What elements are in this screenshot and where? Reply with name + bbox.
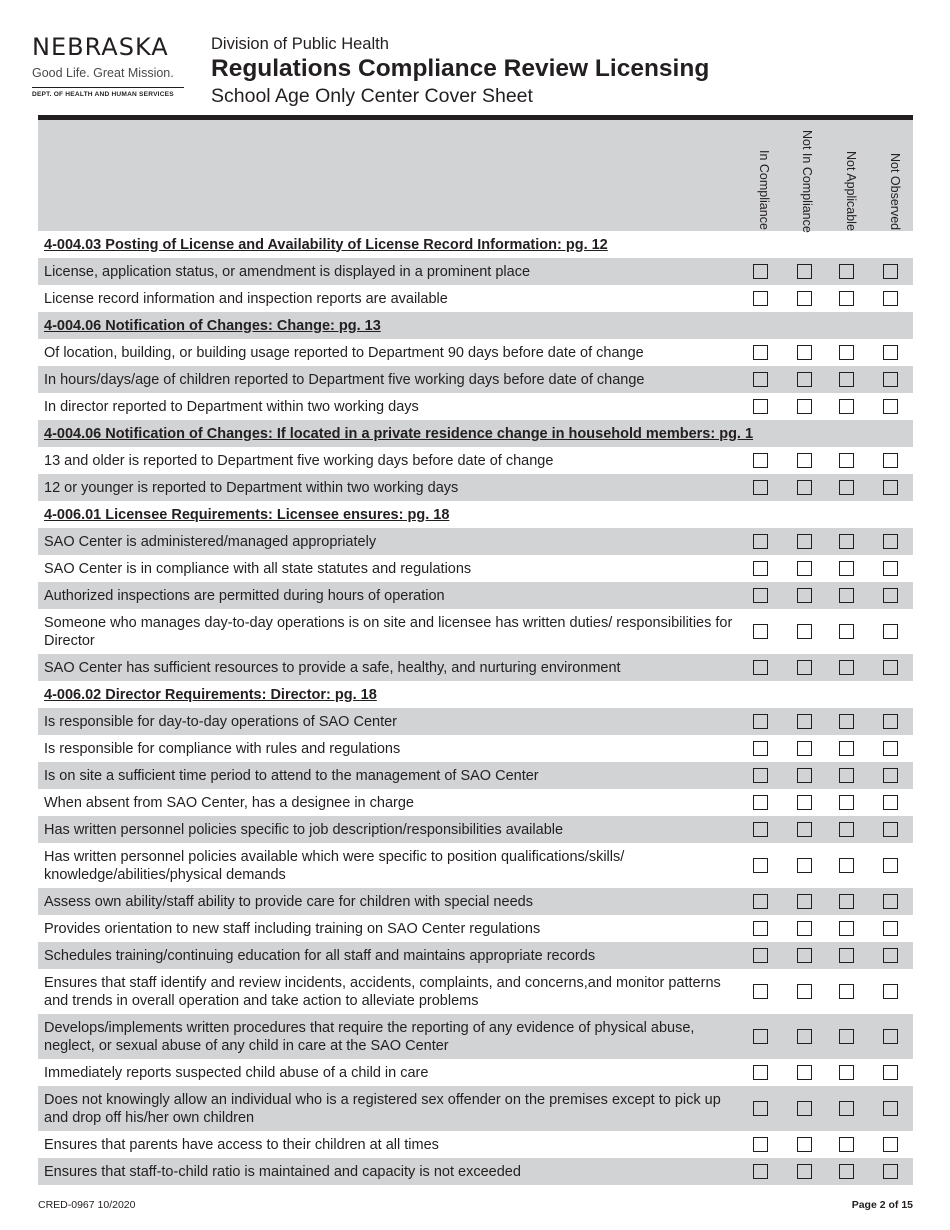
table-row (38, 942, 913, 969)
requirement-text: Ensures that staff identify and review incidents, accidents, complaints, and concerns,and monitor patterns and trends in overall operation and take action to alleviate problems (44, 974, 721, 1009)
checkbox-not-in-compliance[interactable] (797, 660, 812, 675)
checkbox-not-observed[interactable] (883, 768, 898, 783)
checkbox-not-applicable[interactable] (839, 291, 854, 306)
table-row (38, 447, 913, 474)
checkbox-in-compliance[interactable] (753, 399, 768, 414)
checkbox-in-compliance[interactable] (753, 741, 768, 756)
checkbox-not-observed[interactable] (883, 264, 898, 279)
checkbox-not-in-compliance[interactable] (797, 534, 812, 549)
requirement-text: License record information and inspection reports are available (44, 290, 448, 307)
checkbox-in-compliance[interactable] (753, 858, 768, 873)
checkbox-not-applicable[interactable] (839, 345, 854, 360)
division-title: Division of Public Health (211, 35, 389, 53)
checkbox-not-applicable[interactable] (839, 588, 854, 603)
checkbox-not-observed[interactable] (883, 291, 898, 306)
table-row (38, 1086, 913, 1131)
page-subtitle: School Age Only Center Cover Sheet (211, 85, 533, 107)
column-header-not-applicable: Not Applicable (844, 151, 858, 231)
table-row (38, 285, 913, 312)
table-row (38, 474, 913, 501)
table-row (38, 708, 913, 735)
checkbox-not-in-compliance[interactable] (797, 399, 812, 414)
checkbox-not-applicable[interactable] (839, 858, 854, 873)
checkbox-not-in-compliance[interactable] (797, 1101, 812, 1116)
checkbox-not-in-compliance[interactable] (797, 948, 812, 963)
requirement-text: Schedules training/continuing education for all staff and maintains appropriate records (44, 947, 596, 964)
table-row (38, 609, 913, 654)
checkbox-in-compliance[interactable] (753, 1029, 768, 1044)
checkbox-not-applicable[interactable] (839, 1164, 854, 1179)
table-row (38, 915, 913, 942)
checkbox-in-compliance[interactable] (753, 795, 768, 810)
requirement-text: Ensures that staff-to-child ratio is maintained and capacity is not exceeded (44, 1163, 521, 1180)
requirement-text: Has written personnel policies specific to job description/responsibilities available (44, 821, 564, 838)
checkbox-not-applicable[interactable] (839, 948, 854, 963)
checkbox-not-applicable[interactable] (839, 984, 854, 999)
checkbox-in-compliance[interactable] (753, 453, 768, 468)
checkbox-in-compliance[interactable] (753, 1164, 768, 1179)
checkbox-not-observed[interactable] (883, 345, 898, 360)
logo-tagline: Good Life. Great Mission. (32, 66, 174, 80)
checkbox-not-in-compliance[interactable] (797, 894, 812, 909)
checkbox-not-in-compliance[interactable] (797, 480, 812, 495)
checkbox-not-observed[interactable] (883, 453, 898, 468)
checkbox-not-observed[interactable] (883, 894, 898, 909)
checkbox-not-in-compliance[interactable] (797, 822, 812, 837)
table-row (38, 762, 913, 789)
page-title: Regulations Compliance Review Licensing (211, 55, 710, 82)
checkbox-not-observed[interactable] (883, 1137, 898, 1152)
table-row (38, 555, 913, 582)
checkbox-not-applicable[interactable] (839, 768, 854, 783)
table-row (38, 888, 913, 915)
table-header-row (38, 120, 913, 231)
checkbox-in-compliance[interactable] (753, 822, 768, 837)
checkbox-not-in-compliance[interactable] (797, 453, 812, 468)
section-heading-row (38, 420, 913, 447)
table-row (38, 528, 913, 555)
requirement-text: Has written personnel policies available which were specific to position qualifications/skills/ knowledge/abilities/physical demands (44, 848, 625, 883)
table-body (38, 231, 913, 1185)
checkbox-not-observed[interactable] (883, 534, 898, 549)
page-header (0, 0, 950, 116)
checkbox-not-applicable[interactable] (839, 372, 854, 387)
requirement-text: SAO Center has sufficient resources to provide a safe, healthy, and nurturing environment (44, 659, 621, 676)
requirement-text: Provides orientation to new staff including training on SAO Center regulations (44, 920, 541, 937)
table-row (38, 654, 913, 681)
checkbox-not-observed[interactable] (883, 822, 898, 837)
requirement-text: Immediately reports suspected child abuse of a child in care (44, 1064, 429, 1081)
checkbox-in-compliance[interactable] (753, 624, 768, 639)
checkbox-in-compliance[interactable] (753, 372, 768, 387)
checkbox-in-compliance[interactable] (753, 264, 768, 279)
checkbox-not-observed[interactable] (883, 561, 898, 576)
checkbox-not-observed[interactable] (883, 921, 898, 936)
checkbox-in-compliance[interactable] (753, 561, 768, 576)
logo-department: DEPT. OF HEALTH AND HUMAN SERVICES (32, 91, 174, 98)
form-code: CRED-0967 10/2020 (38, 1199, 136, 1211)
column-header-not-observed: Not Observed (888, 153, 902, 231)
checkbox-not-in-compliance[interactable] (797, 921, 812, 936)
checkbox-not-observed[interactable] (883, 624, 898, 639)
table-row (38, 816, 913, 843)
requirement-text: SAO Center is administered/managed appropriately (44, 533, 377, 550)
checkbox-not-observed[interactable] (883, 858, 898, 873)
checkbox-in-compliance[interactable] (753, 768, 768, 783)
checkbox-not-applicable[interactable] (839, 660, 854, 675)
checkbox-not-in-compliance[interactable] (797, 714, 812, 729)
table-row (38, 1059, 913, 1086)
requirement-text: In director reported to Department within two working days (44, 398, 419, 415)
requirement-text: Is responsible for compliance with rules and regulations (44, 740, 401, 757)
requirement-text: Is responsible for day-to-day operations of SAO Center (44, 713, 398, 730)
checkbox-not-applicable[interactable] (839, 741, 854, 756)
compliance-table (38, 120, 913, 1185)
checkbox-not-in-compliance[interactable] (797, 768, 812, 783)
checkbox-not-in-compliance[interactable] (797, 984, 812, 999)
checkbox-not-in-compliance[interactable] (797, 345, 812, 360)
requirement-text: Develops/implements written procedures that require the reporting of any evidence of physical abuse, neglect, or sexual abuse of any child in care at the SAO Center (44, 1019, 695, 1054)
checkbox-not-applicable[interactable] (839, 714, 854, 729)
checkbox-not-in-compliance[interactable] (797, 624, 812, 639)
table-row (38, 1131, 913, 1158)
checkbox-not-in-compliance[interactable] (797, 741, 812, 756)
column-header-in-compliance: In Compliance (757, 150, 771, 230)
checkbox-not-observed[interactable] (883, 399, 898, 414)
checkbox-not-in-compliance[interactable] (797, 795, 812, 810)
section-heading-row (38, 501, 913, 528)
checkbox-in-compliance[interactable] (753, 660, 768, 675)
checkbox-not-in-compliance[interactable] (797, 291, 812, 306)
requirement-text: Authorized inspections are permitted during hours of operation (44, 587, 445, 604)
checkbox-not-in-compliance[interactable] (797, 1164, 812, 1179)
checkbox-not-applicable[interactable] (839, 921, 854, 936)
checkbox-in-compliance[interactable] (753, 984, 768, 999)
checkbox-in-compliance[interactable] (753, 534, 768, 549)
table-row (38, 969, 913, 1014)
checkbox-not-applicable[interactable] (839, 1065, 854, 1080)
section-heading-row (38, 312, 913, 339)
section-heading: 4-004.06 Notification of Changes: If located in a private residence change in household members: pg. 1 (44, 425, 754, 442)
table-row (38, 393, 913, 420)
section-heading: 4-006.02 Director Requirements: Director: pg. 18 (44, 686, 377, 703)
checkbox-not-applicable[interactable] (839, 795, 854, 810)
requirement-text: Someone who manages day-to-day operations is on site and licensee has written duties/ responsibilities for Director (44, 614, 733, 649)
checkbox-not-observed[interactable] (883, 1065, 898, 1080)
checkbox-not-observed[interactable] (883, 1164, 898, 1179)
checkbox-not-observed[interactable] (883, 984, 898, 999)
table-row (38, 789, 913, 816)
checkbox-not-observed[interactable] (883, 741, 898, 756)
checkbox-in-compliance[interactable] (753, 921, 768, 936)
requirement-text: In hours/days/age of children reported to Department five working days before date of change (44, 371, 645, 388)
checkbox-in-compliance[interactable] (753, 1065, 768, 1080)
checkbox-not-in-compliance[interactable] (797, 372, 812, 387)
checkbox-in-compliance[interactable] (753, 1101, 768, 1116)
checkbox-not-applicable[interactable] (839, 1137, 854, 1152)
requirement-text: Does not knowingly allow an individual who is a registered sex offender on the premises except to pick up and drop off his/her own children (44, 1091, 721, 1126)
table-row (38, 582, 913, 609)
checkbox-not-in-compliance[interactable] (797, 858, 812, 873)
requirement-text: Is on site a sufficient time period to attend to the management of SAO Center (44, 767, 539, 784)
section-heading: 4-004.03 Posting of License and Availability of License Record Information: pg. 12 (44, 236, 608, 253)
checkbox-not-observed[interactable] (883, 660, 898, 675)
table-row (38, 843, 913, 888)
requirement-text: When absent from SAO Center, has a designee in charge (44, 794, 414, 811)
nebraska-dhhs-logo (32, 34, 192, 98)
checkbox-not-observed[interactable] (883, 372, 898, 387)
logo-wordmark: NEBRASKA (32, 33, 169, 61)
requirement-text: License, application status, or amendment is displayed in a prominent place (44, 263, 531, 280)
title-block (211, 34, 709, 108)
checkbox-in-compliance[interactable] (753, 480, 768, 495)
checkbox-not-applicable[interactable] (839, 1101, 854, 1116)
checkbox-in-compliance[interactable] (753, 948, 768, 963)
table-row (38, 1158, 913, 1185)
checkbox-not-in-compliance[interactable] (797, 1137, 812, 1152)
checkbox-not-observed[interactable] (883, 795, 898, 810)
checkbox-not-in-compliance[interactable] (797, 1065, 812, 1080)
checkbox-not-in-compliance[interactable] (797, 588, 812, 603)
checkbox-not-in-compliance[interactable] (797, 1029, 812, 1044)
checkbox-not-observed[interactable] (883, 588, 898, 603)
requirement-text: Ensures that parents have access to their children at all times (44, 1136, 439, 1153)
checkbox-not-observed[interactable] (883, 948, 898, 963)
checkbox-not-applicable[interactable] (839, 1029, 854, 1044)
requirement-text: Assess own ability/staff ability to provide care for children with special needs (44, 893, 533, 910)
logo-divider (32, 87, 184, 88)
checkbox-not-applicable[interactable] (839, 480, 854, 495)
checkbox-in-compliance[interactable] (753, 894, 768, 909)
checkbox-in-compliance[interactable] (753, 1137, 768, 1152)
requirement-text: Of location, building, or building usage reported to Department 90 days before date of change (44, 344, 644, 361)
checkbox-not-observed[interactable] (883, 1101, 898, 1116)
table-row (38, 339, 913, 366)
table-row (38, 735, 913, 762)
requirement-text: 13 and older is reported to Department five working days before date of change (44, 452, 554, 469)
checkbox-not-applicable[interactable] (839, 534, 854, 549)
section-heading-row (38, 231, 913, 258)
checkbox-in-compliance[interactable] (753, 588, 768, 603)
checkbox-not-observed[interactable] (883, 480, 898, 495)
requirement-text: 12 or younger is reported to Department within two working days (44, 479, 459, 496)
checkbox-not-applicable[interactable] (839, 399, 854, 414)
table-row (38, 1014, 913, 1059)
table-row (38, 366, 913, 393)
section-heading-row (38, 681, 913, 708)
page-number: Page 2 of 15 (851, 1199, 913, 1211)
checkbox-in-compliance[interactable] (753, 345, 768, 360)
checkbox-not-observed[interactable] (883, 714, 898, 729)
checkbox-not-applicable[interactable] (839, 624, 854, 639)
checkbox-not-applicable[interactable] (839, 453, 854, 468)
checkbox-not-applicable[interactable] (839, 894, 854, 909)
checkbox-not-applicable[interactable] (839, 822, 854, 837)
table-row (38, 258, 913, 285)
checkbox-not-in-compliance[interactable] (797, 561, 812, 576)
column-header-not-in-compliance: Not In Compliance (800, 130, 814, 233)
checkbox-not-observed[interactable] (883, 1029, 898, 1044)
checkbox-in-compliance[interactable] (753, 291, 768, 306)
requirement-text: SAO Center is in compliance with all state statutes and regulations (44, 560, 472, 577)
section-heading: 4-006.01 Licensee Requirements: Licensee ensures: pg. 18 (44, 506, 450, 523)
checkbox-not-in-compliance[interactable] (797, 264, 812, 279)
checkbox-in-compliance[interactable] (753, 714, 768, 729)
section-heading: 4-004.06 Notification of Changes: Change: pg. 13 (44, 317, 381, 334)
checkbox-not-applicable[interactable] (839, 264, 854, 279)
checkbox-not-applicable[interactable] (839, 561, 854, 576)
